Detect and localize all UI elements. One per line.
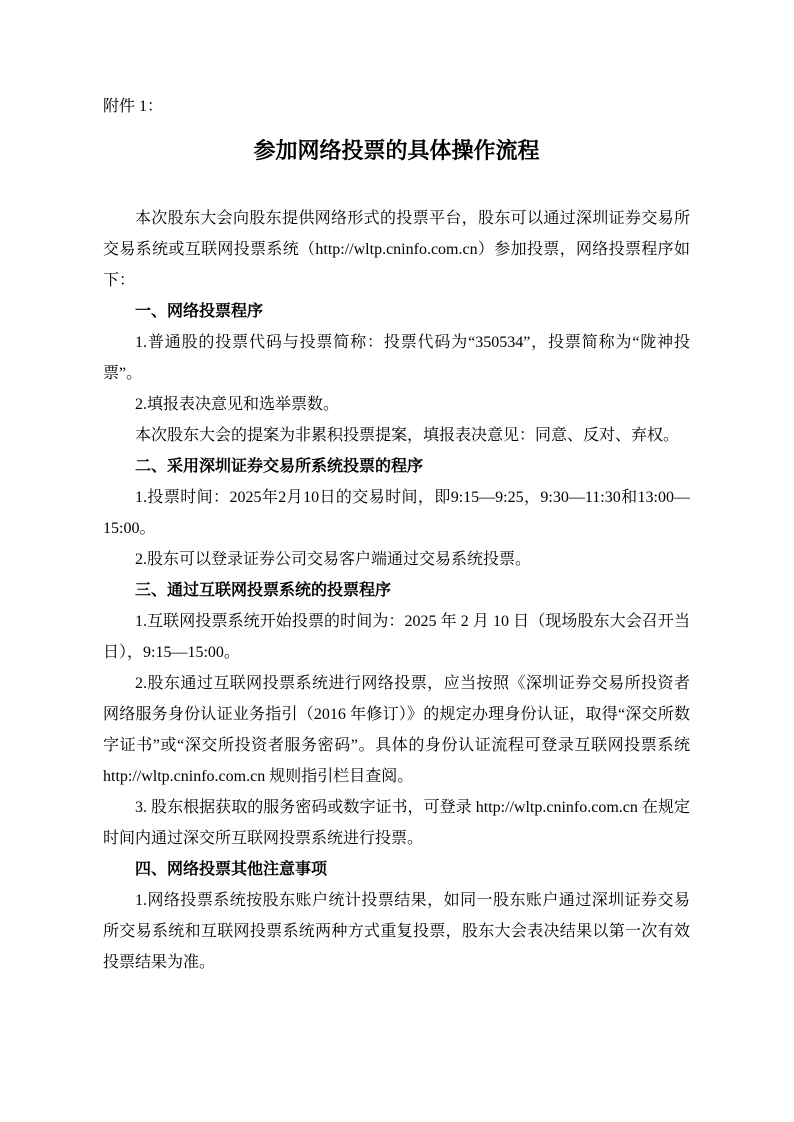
section-4-paragraph-1: 1.网络投票系统按股东账户统计投票结果，如同一股东账户通过深圳证券交易所交易系统和互联网投票系统两种方式重复投票，股东大会表决结果以第一次有效投票结果为准。	[103, 892, 690, 971]
document-body	[103, 203, 690, 978]
section-1-paragraph-2: 2.填报表决意见和选举票数。	[135, 396, 340, 413]
section-1-heading: 一、网络投票程序	[135, 303, 264, 320]
section-3-paragraph-2: 2.股东通过互联网投票系统进行网络投票，应当按照《深圳证券交易所投资者网络服务身份认证业务指引（2016 年修订）》的规定办理身份认证，取得“深交所数字证书”或“深交所投资者服务密码”。具体的身份认证流程可登录互联网投票系统 http://wltp.cninfo.com.cn 规则指引栏目查阅。	[103, 675, 690, 785]
section-2-heading: 二、采用深圳证券交易所系统投票的程序	[135, 458, 424, 475]
section-3-paragraph-1: 1.互联网投票系统开始投票的时间为：2025 年 2 月 10 日（现场股东大会召开当日），9:15—15:00。	[103, 613, 690, 661]
section-3-paragraph-3: 3. 股东根据获取的服务密码或数字证书，可登录 http://wltp.cninfo.com.cn 在规定时间内通过深交所互联网投票系统进行投票。	[103, 799, 690, 847]
section-1-paragraph-3: 本次股东大会的提案为非累积投票提案，填报表决意见：同意、反对、弃权。	[135, 427, 680, 444]
section-2-paragraph-2: 2.股东可以登录证券公司交易客户端通过交易系统投票。	[135, 551, 532, 568]
section-2-paragraph-1: 1.投票时间：2025年2月10日的交易时间，即9:15—9:25，9:30—11:30和13:00—15:00。	[103, 489, 690, 537]
page-title: 参加网络投票的具体操作流程	[253, 138, 540, 163]
intro-paragraph: 本次股东大会向股东提供网络形式的投票平台，股东可以通过深圳证券交易所交易系统或互联网投票系统（http://wltp.cninfo.com.cn）参加投票，网络投票程序如下：	[103, 210, 690, 289]
section-1-paragraph-1: 1.普通股的投票代码与投票简称：投票代码为“350534”，投票简称为“陇神投票”。	[103, 334, 690, 382]
attachment-label: 附件 1：	[103, 98, 164, 115]
section-4-heading: 四、网络投票其他注意事项	[135, 861, 328, 878]
section-3-heading: 三、通过互联网投票系统的投票程序	[135, 582, 392, 599]
